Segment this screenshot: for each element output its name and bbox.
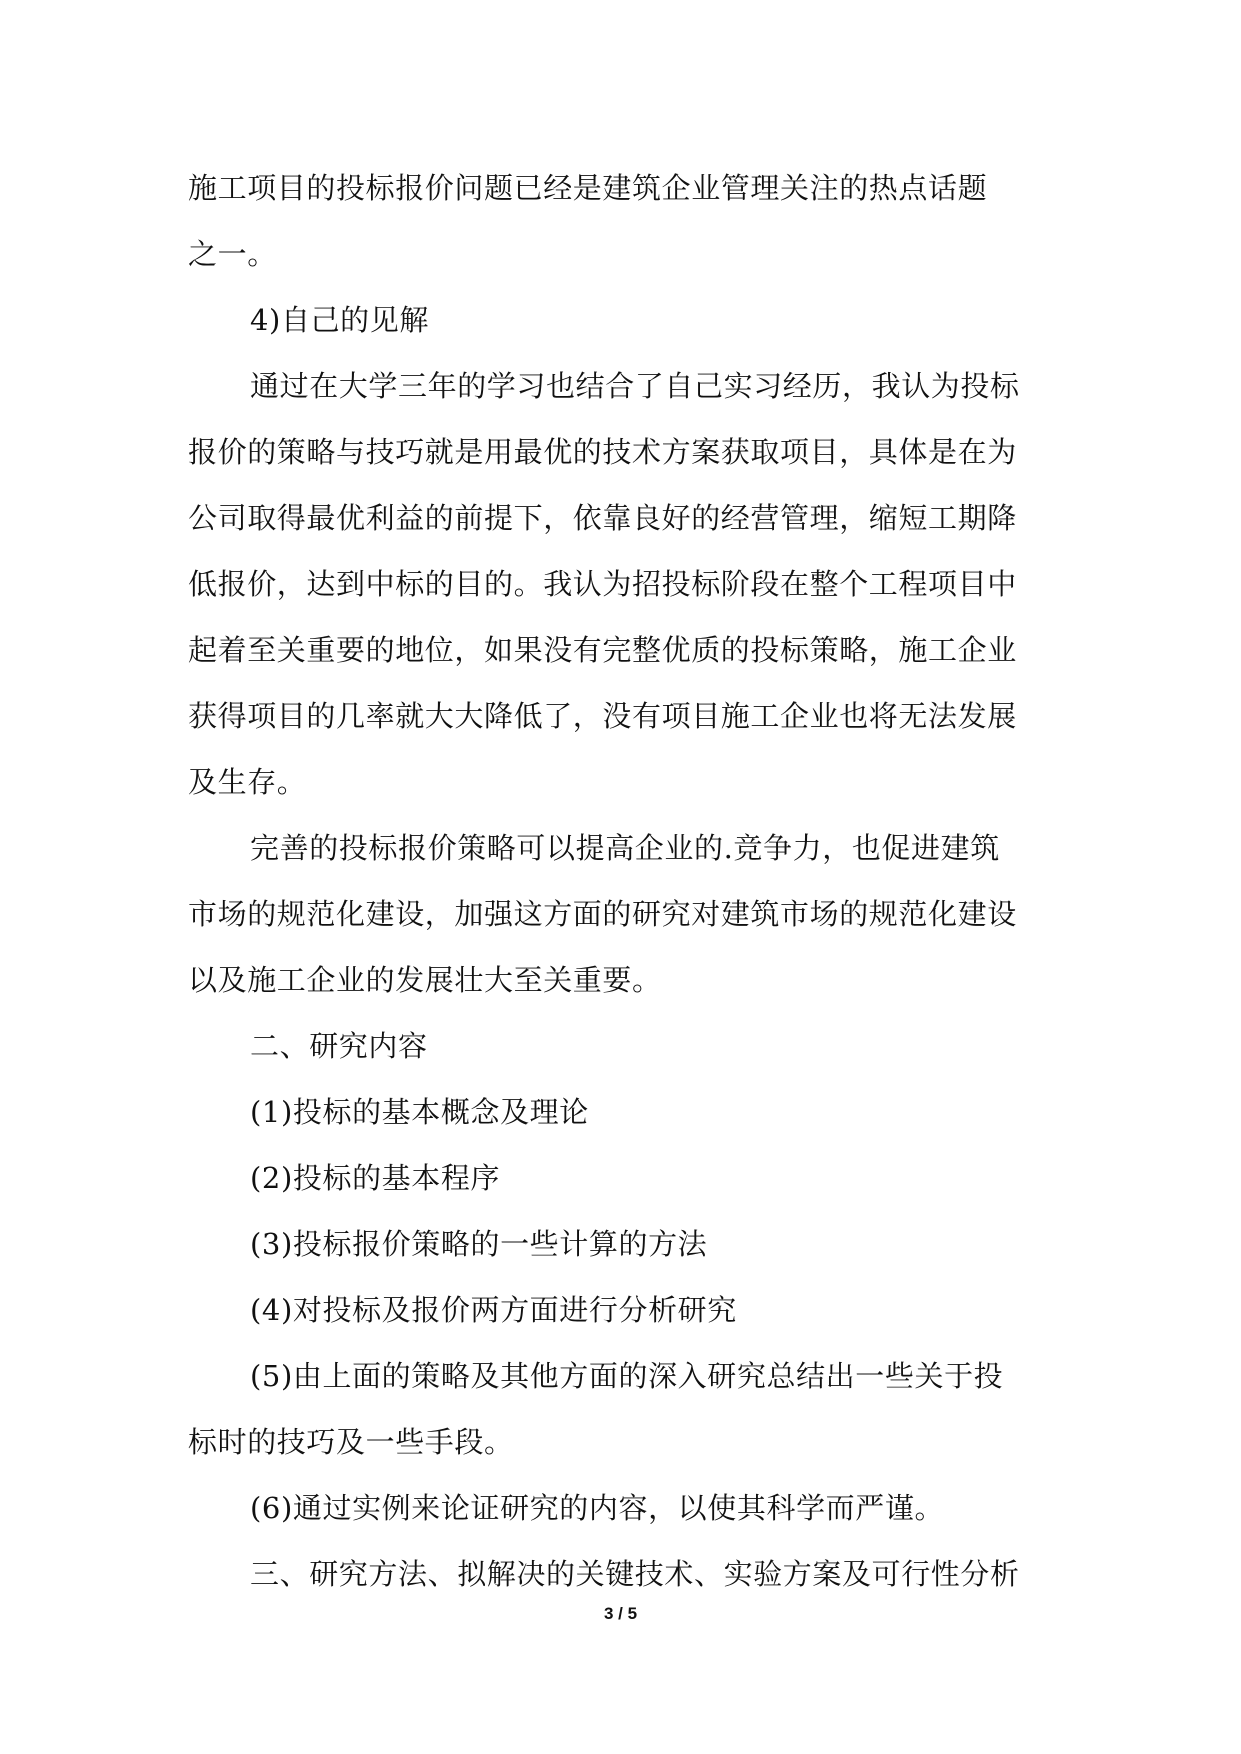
list-item: (2)投标的基本程序: [250, 1161, 501, 1195]
body-text-line: 低报价，达到中标的目的。我认为招投标阶段在整个工程项目中: [188, 567, 1017, 601]
body-text-line: 起着至关重要的地位，如果没有完整优质的投标策略，施工企业: [188, 633, 1017, 667]
body-text-line: 之一。: [188, 237, 277, 271]
body-text-line: 施工项目的投标报价问题已经是建筑企业管理关注的热点话题: [188, 171, 988, 205]
body-text-line: 及生存。: [188, 765, 307, 799]
list-item: (4)对投标及报价两方面进行分析研究: [250, 1293, 737, 1327]
body-text-line: 完善的投标报价策略可以提高企业的.竞争力，也促进建筑: [250, 831, 1000, 865]
body-text-line: 以及施工企业的发展壮大至关重要。: [188, 963, 662, 997]
body-text-line: 获得项目的几率就大大降低了，没有项目施工企业也将无法发展: [188, 699, 1017, 733]
list-item: (5)由上面的策略及其他方面的深入研究总结出一些关于投: [250, 1359, 1004, 1393]
body-text-line: 报价的策略与技巧就是用最优的技术方案获取项目，具体是在为: [188, 435, 1017, 469]
section-heading: 二、研究内容: [250, 1029, 428, 1063]
page-number: 3 / 5: [603, 1604, 638, 1623]
body-text-line: 公司取得最优利益的前提下，依靠良好的经营管理，缩短工期降: [188, 501, 1017, 535]
list-item-continuation: 标时的技巧及一些手段。: [188, 1425, 514, 1459]
document-body: [188, 155, 1058, 1607]
body-text-line: 通过在大学三年的学习也结合了自己实习经历，我认为投标: [250, 369, 1020, 403]
section-heading: 三、研究方法、拟解决的关键技术、实验方案及可行性分析: [250, 1557, 1020, 1591]
body-text-line: 市场的规范化建设，加强这方面的研究对建筑市场的规范化建设: [188, 897, 1017, 931]
section-subheading: 4)自己的见解: [250, 303, 429, 337]
list-item: (1)投标的基本概念及理论: [250, 1095, 589, 1129]
list-item: (3)投标报价策略的一些计算的方法: [250, 1227, 708, 1261]
list-item: (6)通过实例来论证研究的内容，以使其科学而严谨。: [250, 1491, 945, 1525]
